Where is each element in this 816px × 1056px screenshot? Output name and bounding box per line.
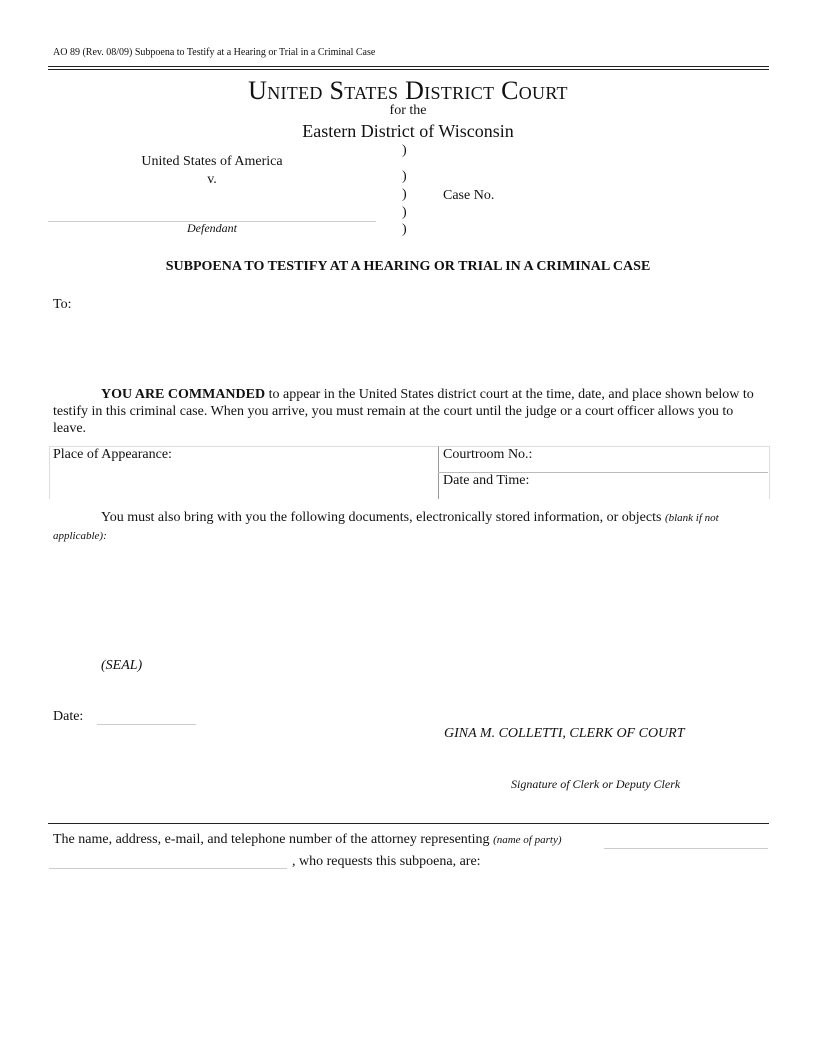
date-label: Date: bbox=[53, 709, 84, 724]
caption-paren: ) bbox=[402, 187, 407, 202]
attorney-party-field[interactable] bbox=[49, 868, 287, 869]
attorney-text-b: , who requests this subpoena, are: bbox=[292, 854, 481, 869]
caption-paren: ) bbox=[402, 143, 407, 158]
attorney-text-a: The name, address, e-mail, and telephone number of the attorney representing bbox=[53, 832, 494, 847]
to-label: To: bbox=[53, 297, 72, 312]
documents-paragraph bbox=[53, 509, 765, 545]
court-district: Eastern District of Wisconsin bbox=[302, 121, 514, 141]
plaintiff-name: United States of America bbox=[141, 154, 283, 169]
section-rule bbox=[48, 823, 769, 824]
attorney-party-note: (name of party) bbox=[493, 834, 562, 846]
caption-paren: ) bbox=[402, 222, 407, 237]
case-number-label: Case No. bbox=[443, 188, 495, 203]
command-paragraph bbox=[53, 386, 765, 437]
subpoena-title: SUBPOENA TO TESTIFY AT A HEARING OR TRIAL IN A CRIMINAL CASE bbox=[165, 259, 651, 274]
date-and-time-label: Date and Time: bbox=[443, 473, 530, 488]
documents-text: You must also bring with you the following documents, electronically stored information, or objects bbox=[101, 510, 665, 525]
command-text: to appear in the United States district court at the time, date, and place shown below to testify in this criminal case. When you arrive, you must remain at the court until the judge or a court officer allows you to leave. bbox=[53, 387, 754, 436]
defendant-label: Defendant bbox=[187, 221, 237, 235]
court-for-the: for the bbox=[389, 103, 427, 118]
appearance-table bbox=[49, 446, 769, 498]
header-rule-top bbox=[48, 66, 769, 67]
party-name-field[interactable] bbox=[604, 848, 768, 849]
clerk-name: GINA M. COLLETTI, CLERK OF COURT bbox=[444, 726, 685, 741]
header-rule-bottom bbox=[48, 69, 769, 70]
signature-caption: Signature of Clerk or Deputy Clerk bbox=[511, 777, 681, 791]
versus-label: v. bbox=[207, 172, 217, 187]
documents-colon: : bbox=[103, 530, 107, 542]
caption-paren: ) bbox=[402, 205, 407, 220]
form-identifier: AO 89 (Rev. 08/09) Subpoena to Testify at a Hearing or Trial in a Criminal Case bbox=[53, 47, 376, 58]
courtroom-number-label: Courtroom No.: bbox=[443, 447, 533, 462]
place-of-appearance-label: Place of Appearance: bbox=[53, 447, 172, 462]
caption-paren: ) bbox=[402, 169, 407, 184]
command-lead: YOU ARE COMMANDED bbox=[101, 387, 266, 402]
seal-label: (SEAL) bbox=[101, 658, 143, 673]
date-field[interactable] bbox=[97, 724, 196, 725]
attorney-line-1 bbox=[53, 832, 562, 848]
court-name: United States District Court bbox=[248, 76, 568, 105]
documents-note: (blank if not applicable) bbox=[53, 512, 719, 542]
